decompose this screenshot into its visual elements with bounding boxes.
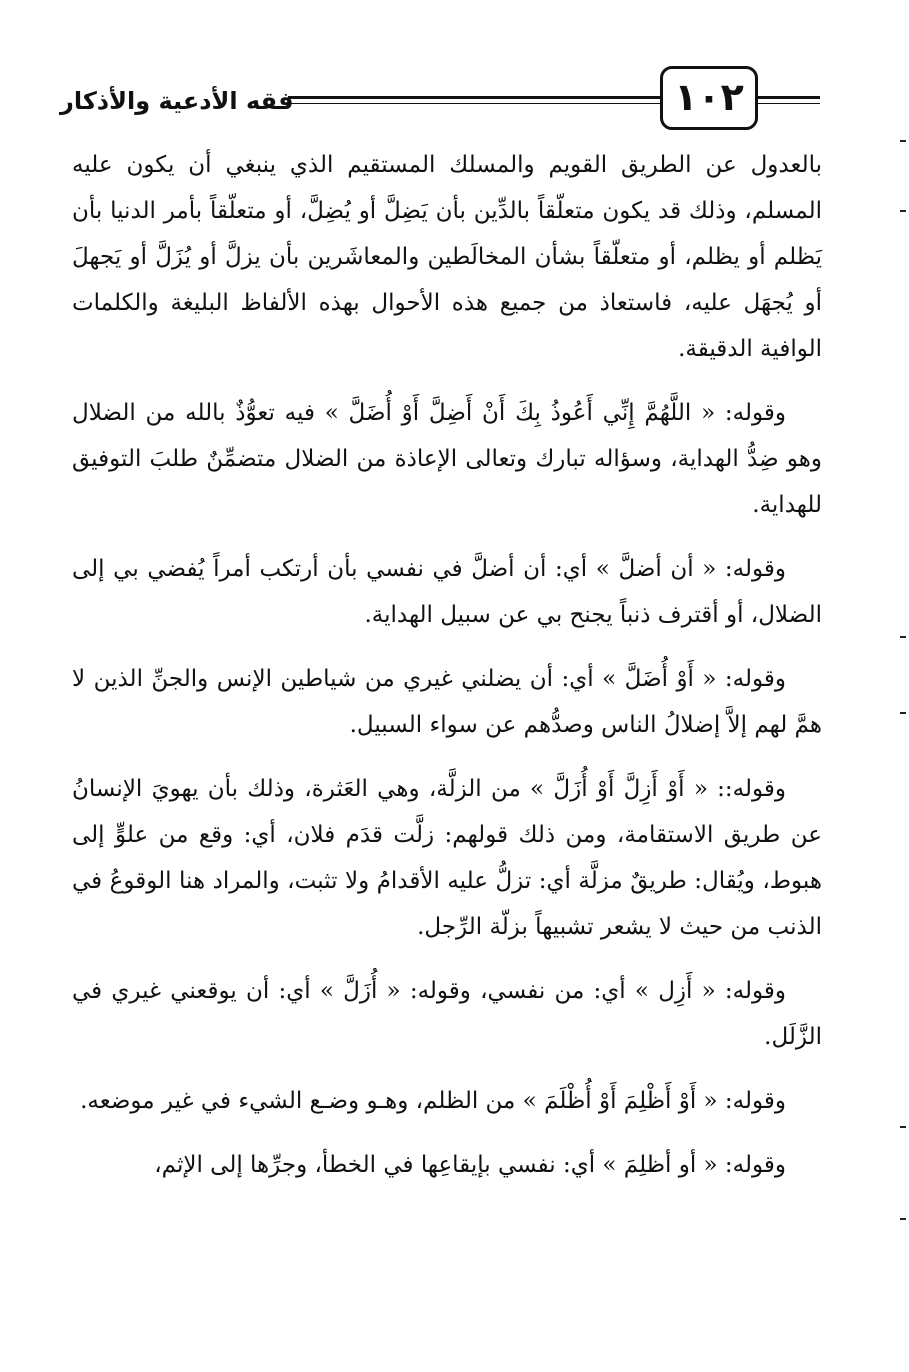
scan-mark — [900, 712, 906, 714]
page-number: ١٠٢ — [660, 66, 758, 130]
paragraph: وقوله:: « أَوْ أَزِلَّ أَوْ أُزَلَّ » من الزلَّة، وهي العَثرة، وذلك بأن يهويَ الإنسانُ عن طريق الاستقامة، ومن ذلك قولهم: زلَّت قدَم فلان، أي: وقع من علوٍّ إلى هبوط، ويُقال: طريقٌ مزلَّة أي: تزلُّ عليه الأقدامُ ولا تثبت، والمراد هنا الوقوعُ في الذنب من حيث لا يشعر تشبيهاً بزلّة الرِّجل. — [72, 776, 822, 940]
paragraph: وقوله: « أَوْ أُضَلَّ » أي: أن يضلني غيري من شياطين الإنس والجنِّ الذين لا همَّ لهم إلاَّ إضلالُ الناس وصدُّهم عن سواء السبيل. — [72, 666, 822, 738]
header-rule-right — [750, 96, 820, 99]
header-rule-right-thin — [750, 103, 820, 104]
running-header — [60, 66, 822, 128]
paragraph: وقوله: « أن أضلَّ » أي: أن أضلَّ في نفسي بأن أرتكب أمراً يُفضي بي إلى الضلال، أو أقترف ذنباً يجنح بي عن سبيل الهداية. — [72, 556, 822, 628]
body-text — [72, 142, 822, 1206]
book-title: فقه الأدعية والأذكار — [60, 87, 294, 115]
paragraph: وقوله: « أَوْ أَظْلِمَ أَوْ أُظْلَمَ » من الظلم، وهـو وضـع الشيء في غير موضعه. — [80, 1088, 786, 1114]
paragraph: وقوله: « أو أظلِمَ » أي: نفسي بإيقاعِها في الخطأ، وجرِّها إلى الإثم، — [154, 1152, 786, 1178]
header-rule-left-thin — [288, 103, 718, 104]
scan-mark — [900, 1126, 906, 1128]
paragraph: وقوله: « اللَّهُمَّ إِنِّي أَعُوذُ بِكَ أَنْ أَضِلَّ أَوْ أُضَلَّ » فيه تعوُّذٌ بالله من الضلال وهو ضِدُّ الهداية، وسؤاله تبارك وتعالى الإعاذة من الضلال متضمِّنٌ طلبَ التوفيق للهداية. — [72, 400, 822, 518]
scan-mark — [900, 636, 906, 638]
paragraph: بالعدول عن الطريق القويم والمسلك المستقيم الذي ينبغي أن يكون عليه المسلم، وذلك قد يكون متعلّقاً بالدِّين بأن يَضِلَّ أو يُضِلَّ، أو متعلّقاً بأمر الدنيا بأن يَظلم أو يظلم، أو متعلّقاً بشأن المخالَطين والمعاشَرين بأن يزلَّ أو يُزَلَّ أو يَجهلَ أو يُجهَل عليه، فاستعاذ من جميع هذه الأحوال بهذه الألفاظ البليغة والكلمات الوافية الدقيقة. — [72, 152, 822, 362]
scan-mark — [900, 210, 906, 212]
paragraph: وقوله: « أَزِل » أي: من نفسي، وقوله: « أُزَلَّ » أي: أن يوقعني غيري في الزَّلَل. — [72, 978, 822, 1050]
scan-mark — [900, 140, 906, 142]
header-rule-left — [288, 96, 718, 99]
scan-mark — [900, 1218, 906, 1220]
